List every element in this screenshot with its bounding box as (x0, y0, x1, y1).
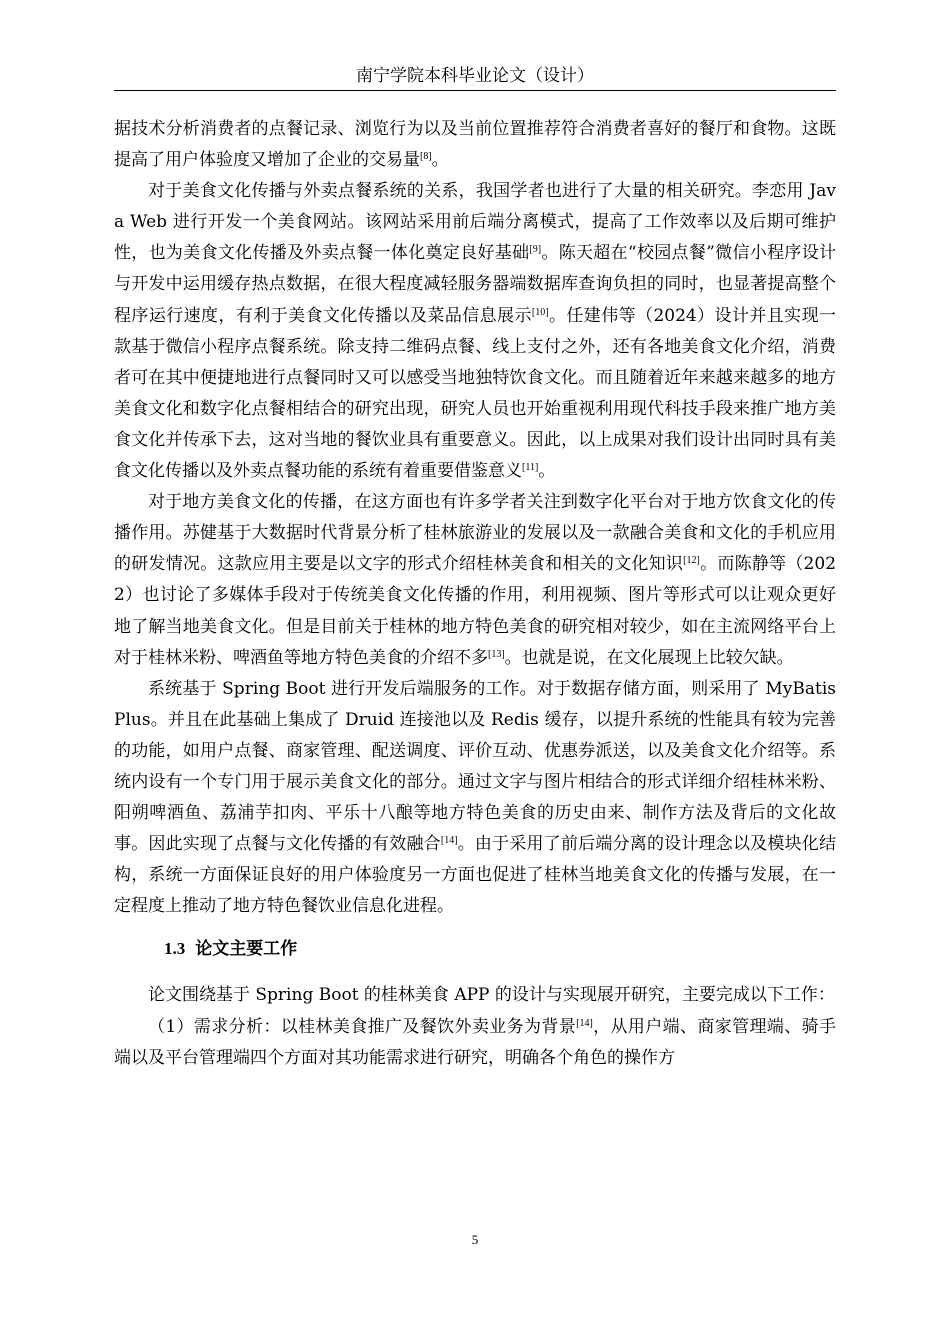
section-title: 论文主要工作 (195, 939, 298, 960)
text-run: 。而陈静等（2022）也讨论了多媒体手段对于传统美食文化传播的作用，利用视频、图片等形式可以让观众更好地了解当地美食文化。但是目前关于桂林的地方特色美食的研究相对较少，如在主流网络平台上对于桂林米粉、啤酒鱼等地方特色美食的介绍不多 (114, 554, 837, 668)
text-run: 。由于采用了前后端分离的设计理念以及模块化结构，系统一方面保证良好的用户体验度另一方面也促进了桂林当地美食文化的传播与发展，在一定程度上推动了地方特色餐饮业信息化进程。 (114, 834, 836, 917)
section-number: 1.3 (164, 939, 186, 959)
text-run: 。 (538, 461, 556, 482)
text-run: 据技术分析消费者的点餐记录、浏览行为以及当前位置推荐符合消费者喜好的餐厅和食物。这既提高了用户体验度又增加了企业的交易量 (114, 119, 836, 171)
page-number: 5 (471, 1232, 479, 1247)
text-run: 。 (431, 150, 449, 171)
paragraph-system-overview (114, 674, 836, 923)
page-header: 南宁学院本科毕业论文（设计） (114, 56, 836, 91)
text-run: ，从用户端、商家管理端、骑手端以及平台管理端四个方面对其功能需求进行研究，明确各个角色的操作方 (114, 1016, 836, 1068)
citation-ref: [10] (531, 306, 549, 318)
text-run: 。陈天超在“校园点餐”微信小程序设计与开发中运用缓存热点数据，在很大程度减轻服务器端数据库查询负担的同时，也显著提高整个程序运行速度，有利于美食文化传播以及菜品信息展示 (114, 243, 837, 326)
section-heading (114, 922, 836, 980)
citation-ref: [14] (576, 1017, 593, 1029)
text-run: 对于地方美食文化的传播，在这方面也有许多学者关注到数字化平台对于地方饮食文化的传播作用。苏健基于大数据时代背景分析了桂林旅游业的发展以及一款融合美食和文化的手机应用的研发情况。这款应用主要是以文字的形式介绍桂林美食和相关的文化知识 (114, 492, 836, 575)
citation-ref: [11] (522, 462, 539, 474)
paragraph-continuation (114, 114, 836, 176)
text-run: 论文围绕基于 Spring Boot 的桂林美食 APP 的设计与实现展开研究，主要完成以下工作： (148, 985, 835, 1006)
paragraph-local-food-culture (114, 487, 836, 674)
paragraph-requirements-analysis (114, 1012, 836, 1074)
paragraph-main-work-intro (114, 980, 836, 1011)
paragraph-related-research (114, 176, 836, 487)
citation-ref: [13] (488, 648, 505, 660)
text-run: （1）需求分析：以桂林美食推广及餐饮外卖业务为背景 (148, 1016, 577, 1037)
citation-ref: [9] (529, 244, 542, 256)
citation-ref: [14] (440, 835, 458, 847)
page-body (114, 114, 836, 1074)
text-run: 系统基于 Spring Boot 进行开发后端服务的工作。对于数据存储方面，则采用了 MyBatis Plus。并且在此基础上集成了 Druid 连接池以及 Redis 缓存，以提升系统的性能具有较为完善的功能，如用户点餐、商家管理、配送调度、评价互动、优惠券派送，以及美食文化介绍等。系统内设有一个专门用于展示美食文化的部分。通过文字与图片相结合的形式详细介绍桂林米粉、阳朔啤酒鱼、荔浦芋扣肉、平乐十八酿等地方特色美食的历史由来、制作方法及背后的文化故事。因此实现了点餐与文化传播的有效融合 (114, 678, 836, 855)
text-run: 。也就是说，在文化展现上比较欠缺。 (504, 647, 794, 668)
citation-ref: [12] (683, 555, 700, 567)
text-run: 对于美食文化传播与外卖点餐系统的关系，我国学者也进行了大量的相关研究。李恋用 Java Web 进行开发一个美食网站。该网站采用前后端分离模式，提高了工作效率以及后期可维护性，也为美食文化传播及外卖点餐一体化奠定良好基础 (114, 181, 836, 264)
text-run: 。任建伟等（2024）设计并且实现一款基于微信小程序点餐系统。除支持二维码点餐、线上支付之外，还有各地美食文化介绍，消费者可在其中便捷地进行点餐同时又可以感受当地独特饮食文化。而且随着近年来越来越多的地方美食文化和数字化点餐相结合的研究出现，研究人员也开始重视利用现代科技手段来推广地方美食文化并传承下去，这对当地的餐饮业具有重要意义。因此，以上成果对我们设计出同时具有美食文化传播以及外卖点餐功能的系统有着重要借鉴意义 (114, 305, 837, 482)
citation-ref: [8] (420, 151, 432, 163)
